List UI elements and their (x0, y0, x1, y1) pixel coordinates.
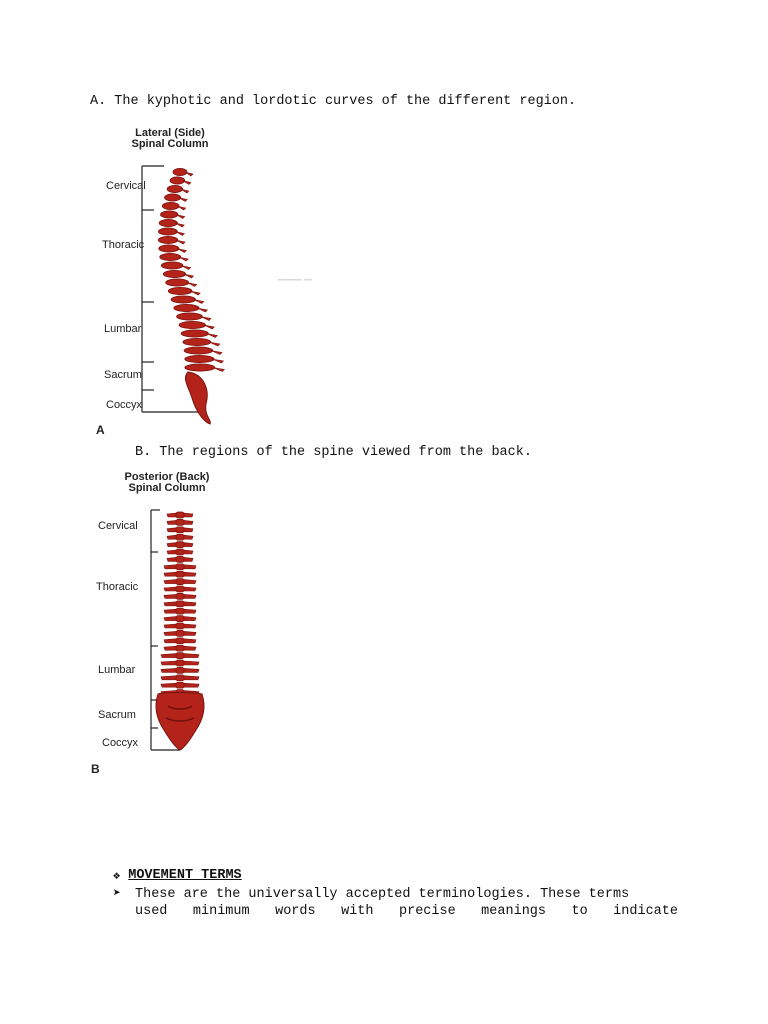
lateral-vertebra (159, 219, 177, 226)
posterior-vertebra (176, 593, 184, 599)
paragraph-text (135, 886, 678, 920)
lateral-spine-illustration (92, 122, 252, 440)
figure-posterior-spine (88, 466, 238, 780)
figure-lateral-spine (92, 122, 312, 440)
section-heading-row (113, 868, 242, 883)
transverse-process (161, 668, 176, 672)
transverse-process (184, 572, 196, 576)
transverse-process (184, 624, 196, 628)
lateral-vertebra (185, 364, 215, 371)
transverse-process (184, 639, 196, 643)
transverse-process (161, 661, 176, 665)
spinous-process (209, 342, 220, 346)
lateral-vertebra (185, 355, 214, 362)
lateral-vertebrae (158, 168, 224, 371)
posterior-vertebra (176, 653, 184, 659)
spinous-process (212, 359, 223, 363)
lateral-vertebra (174, 304, 199, 311)
posterior-vertebra (176, 534, 184, 540)
transverse-process (184, 513, 193, 517)
transverse-process (167, 513, 176, 517)
transverse-process (167, 535, 176, 539)
transverse-process (164, 624, 176, 628)
transverse-process (184, 654, 199, 658)
transverse-process (167, 543, 176, 547)
transverse-process (184, 683, 199, 687)
lateral-vertebra (168, 287, 192, 294)
transverse-process (164, 609, 176, 613)
figure-a-title-line1: Lateral (Side) (135, 127, 205, 139)
spinous-process (179, 257, 189, 261)
posterior-vertebra (176, 608, 184, 614)
posterior-vertebra (176, 586, 184, 592)
posterior-vertebra (176, 645, 184, 651)
section-heading: MOVEMENT TERMS (128, 868, 242, 883)
transverse-process (184, 617, 196, 621)
posterior-vertebra (176, 660, 184, 666)
transverse-process (184, 520, 193, 524)
arrow-bullet-icon: ➤ (113, 886, 121, 901)
posterior-vertebra (176, 527, 184, 533)
transverse-process (184, 580, 196, 584)
transverse-process (167, 550, 176, 554)
spinous-process (190, 291, 200, 295)
figure-b-title-line2: Spinal Column (128, 482, 206, 494)
transverse-process (164, 631, 176, 635)
posterior-vertebra (176, 549, 184, 555)
paragraph-line-1: These are the universally accepted terminologies. These terms (135, 887, 630, 902)
spinous-process (176, 215, 185, 219)
posterior-vertebra (176, 564, 184, 570)
lateral-vertebra (166, 279, 189, 286)
label-cervical: Cervical (106, 180, 146, 192)
transverse-process (164, 594, 176, 598)
lateral-vertebra (173, 168, 187, 175)
caption-a: A. The kyphotic and lordotic curves of the different region. (90, 94, 577, 109)
transverse-process (164, 565, 176, 569)
figure-a-title-line2: Spinal Column (131, 138, 209, 150)
lateral-vertebra (181, 330, 208, 337)
transverse-process (164, 580, 176, 584)
transverse-process (167, 557, 176, 561)
lateral-vertebra (160, 211, 178, 218)
transverse-process (164, 617, 176, 621)
figure-b-letter: B (91, 762, 100, 776)
transverse-process (184, 661, 199, 665)
posterior-spine-illustration (88, 466, 238, 780)
spinous-process (213, 368, 224, 372)
posterior-vertebrae (161, 512, 199, 696)
transverse-process (167, 528, 176, 532)
label-thoracic: Thoracic (102, 239, 145, 251)
spinous-process (197, 308, 207, 312)
spinous-process (204, 325, 215, 329)
label-lumbar-b: Lumbar (98, 664, 136, 676)
transverse-process (184, 602, 196, 606)
figure-a-letter: A (96, 423, 105, 437)
lateral-vertebra (170, 177, 185, 184)
caption-b: B. The regions of the spine viewed from the back. (135, 445, 532, 460)
spinous-process (194, 300, 204, 304)
transverse-process (184, 646, 196, 650)
posterior-vertebra (176, 675, 184, 681)
diamond-bullet-icon: ❖ (113, 869, 121, 883)
transverse-process (161, 654, 176, 658)
posterior-vertebra (176, 571, 184, 577)
lateral-vertebra (160, 253, 181, 260)
lateral-vertebra (159, 245, 179, 252)
label-thoracic-b: Thoracic (96, 581, 139, 593)
transverse-process (184, 676, 199, 680)
lateral-vertebra (179, 321, 206, 328)
spinous-process (176, 240, 185, 244)
posterior-vertebra (176, 638, 184, 644)
label-lumbar: Lumbar (104, 323, 142, 335)
transverse-process (164, 639, 176, 643)
posterior-vertebra (176, 542, 184, 548)
posterior-vertebra (176, 623, 184, 629)
lateral-vertebra (162, 202, 179, 209)
posterior-vertebra (176, 682, 184, 688)
transverse-process (164, 587, 176, 591)
posterior-vertebra (176, 556, 184, 562)
label-coccyx: Coccyx (106, 399, 143, 411)
spinous-process (187, 283, 197, 287)
spinous-process (177, 249, 186, 253)
transverse-process (184, 543, 193, 547)
lateral-vertebra (165, 194, 181, 201)
transverse-process (184, 587, 196, 591)
spinous-process (184, 274, 194, 278)
lateral-vertebra (161, 262, 183, 269)
transverse-process (161, 676, 176, 680)
lateral-vertebra (158, 236, 178, 243)
posterior-vertebra (176, 601, 184, 607)
transverse-process (184, 594, 196, 598)
posterior-vertebra (176, 519, 184, 525)
lateral-vertebra (167, 185, 182, 192)
label-coccyx-b: Coccyx (102, 737, 139, 749)
spinous-process (175, 223, 184, 227)
posterior-vertebra (176, 512, 184, 518)
label-cervical-b: Cervical (98, 520, 138, 532)
spinous-process (181, 266, 191, 270)
lateral-vertebra (183, 338, 211, 345)
transverse-process (164, 572, 176, 576)
transverse-process (164, 646, 176, 650)
lateral-vertebra (158, 228, 177, 235)
figure-b-title-line1: Posterior (Back) (124, 471, 210, 483)
spinous-process (211, 351, 222, 355)
label-sacrum: Sacrum (104, 369, 142, 381)
lateral-sacrum (185, 372, 210, 424)
transverse-process (164, 602, 176, 606)
transverse-process (161, 683, 176, 687)
posterior-vertebra (176, 667, 184, 673)
transverse-process (184, 535, 193, 539)
spinous-process (175, 232, 184, 236)
spinous-process (206, 334, 217, 338)
posterior-vertebra (176, 579, 184, 585)
transverse-process (184, 528, 193, 532)
lateral-vertebra (171, 296, 196, 303)
transverse-process (184, 565, 196, 569)
lateral-vertebra (184, 347, 213, 354)
paragraph-line-2: used minimum words with precise meanings to indicate (135, 904, 678, 919)
label-sacrum-b: Sacrum (98, 709, 136, 721)
posterior-vertebra (176, 630, 184, 636)
transverse-process (184, 668, 199, 672)
transverse-process (184, 550, 193, 554)
transverse-process (184, 557, 193, 561)
transverse-process (184, 609, 196, 613)
lateral-vertebra (177, 313, 203, 320)
transverse-process (184, 631, 196, 635)
background-scan-text: ▁▁▁ ▁ (278, 270, 312, 281)
transverse-process (167, 520, 176, 524)
posterior-vertebra (176, 616, 184, 622)
lateral-vertebra (163, 270, 185, 277)
spinous-process (200, 317, 211, 321)
